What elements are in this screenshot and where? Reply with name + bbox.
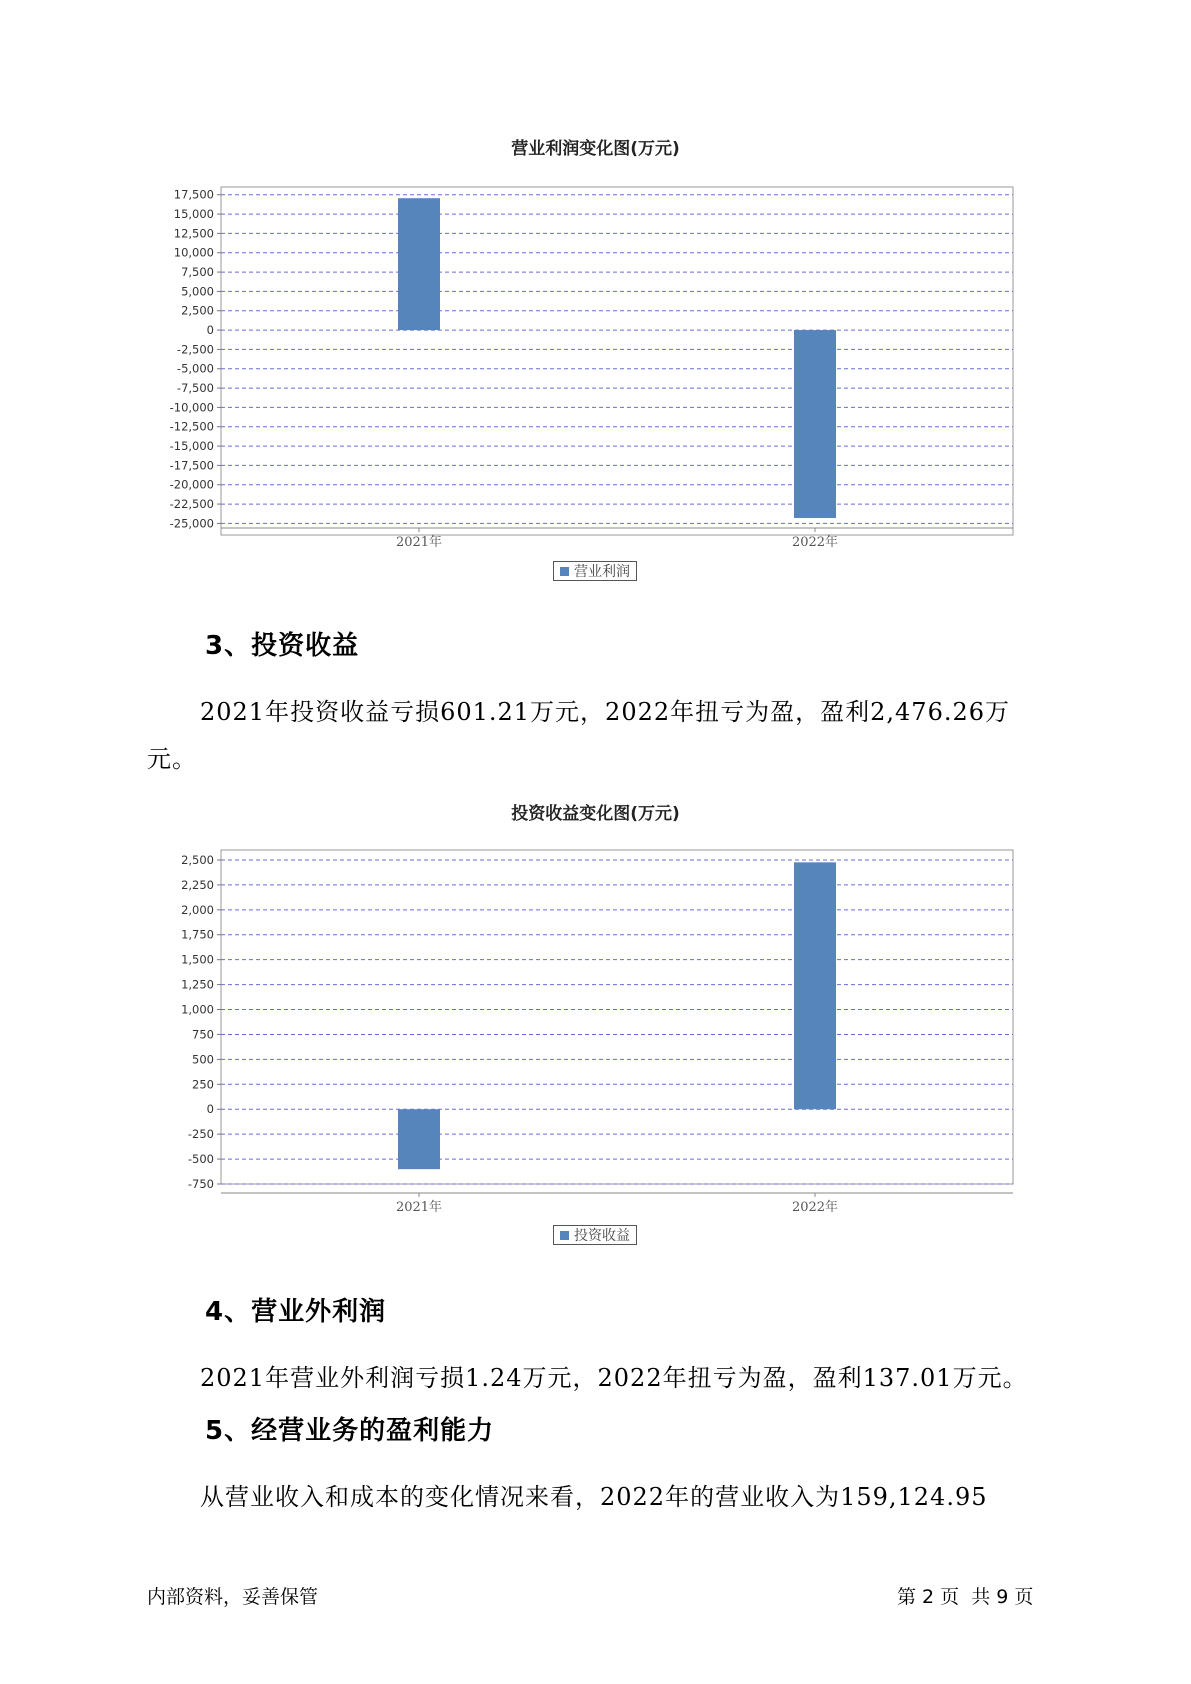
chart2-title: 投资收益变化图(万元)	[511, 804, 680, 824]
y-tick-label: -12,500	[169, 419, 214, 434]
footer-page-number: 第 2 页 共 9 页	[897, 1586, 1034, 1608]
y-tick-label: -10,000	[169, 400, 214, 415]
y-tick-label: 1,750	[181, 927, 214, 942]
chart1-title: 营业利润变化图(万元)	[511, 139, 680, 159]
y-tick-label: 17,500	[173, 187, 214, 202]
bar	[398, 1109, 440, 1169]
y-tick-label: 500	[192, 1052, 214, 1067]
chart1-legend	[553, 561, 637, 581]
y-tick-label: -2,500	[176, 342, 214, 357]
chart2-legend-label: 投资收益	[574, 1228, 630, 1244]
y-tick-label: 250	[192, 1077, 214, 1092]
y-tick-label: -25,000	[169, 516, 214, 531]
y-tick-label: 0	[206, 323, 214, 338]
y-tick-label: 2,250	[181, 877, 214, 892]
plot-area	[221, 187, 1013, 535]
chart2-legend	[553, 1225, 637, 1245]
y-tick-label: -17,500	[169, 458, 214, 473]
x-tick-label: 2022年	[791, 535, 839, 550]
legend-swatch	[560, 1231, 569, 1240]
bar	[794, 330, 836, 518]
y-tick-label: 1,500	[181, 952, 214, 967]
y-tick-label: 10,000	[173, 245, 214, 260]
section4-heading: 4、营业外利润	[205, 1297, 387, 1327]
y-tick-label: 2,500	[181, 852, 214, 867]
y-tick-label: -7,500	[176, 381, 214, 396]
y-tick-label: -20,000	[169, 477, 214, 492]
y-tick-label: 1,000	[181, 1002, 214, 1017]
investment-income-chart	[0, 815, 1191, 1215]
footer-left: 内部资料，妥善保管	[147, 1586, 319, 1608]
section5-heading: 5、经营业务的盈利能力	[205, 1416, 495, 1446]
y-tick-label: -750	[187, 1177, 214, 1191]
chart1-legend-label: 营业利润	[574, 564, 630, 580]
y-tick-label: -5,000	[176, 361, 214, 376]
x-tick-label: 2021年	[395, 535, 443, 550]
y-tick-label: 12,500	[173, 226, 214, 241]
operating-profit-chart	[0, 150, 1191, 670]
y-tick-label: 750	[192, 1027, 214, 1042]
y-tick-label: -22,500	[169, 497, 214, 512]
section3-line2: 元。	[147, 745, 197, 773]
y-tick-label: 7,500	[181, 265, 214, 280]
y-tick-label: 5,000	[181, 284, 214, 299]
x-tick-label: 2021年	[395, 1200, 443, 1215]
section5-line1: 从营业收入和成本的变化情况来看，2022年的营业收入为159,124.95	[200, 1483, 988, 1511]
section3-heading: 3、投资收益	[205, 631, 360, 661]
bar	[794, 862, 836, 1109]
y-tick-label: -250	[187, 1127, 214, 1142]
y-tick-label: -500	[187, 1152, 214, 1167]
y-tick-label: 0	[206, 1102, 214, 1117]
bar	[398, 198, 440, 330]
legend-swatch	[560, 567, 569, 576]
y-tick-label: 2,000	[181, 902, 214, 917]
y-tick-label: -15,000	[169, 439, 214, 454]
y-tick-label: 15,000	[173, 207, 214, 222]
y-tick-label: 2,500	[181, 303, 214, 318]
section4-line1: 2021年营业外利润亏损1.24万元，2022年扭亏为盈，盈利137.01万元。	[200, 1364, 1028, 1392]
section3-line1: 2021年投资收益亏损601.21万元，2022年扭亏为盈，盈利2,476.26万	[200, 698, 1011, 726]
y-tick-label: 1,250	[181, 977, 214, 992]
x-tick-label: 2022年	[791, 1200, 839, 1215]
